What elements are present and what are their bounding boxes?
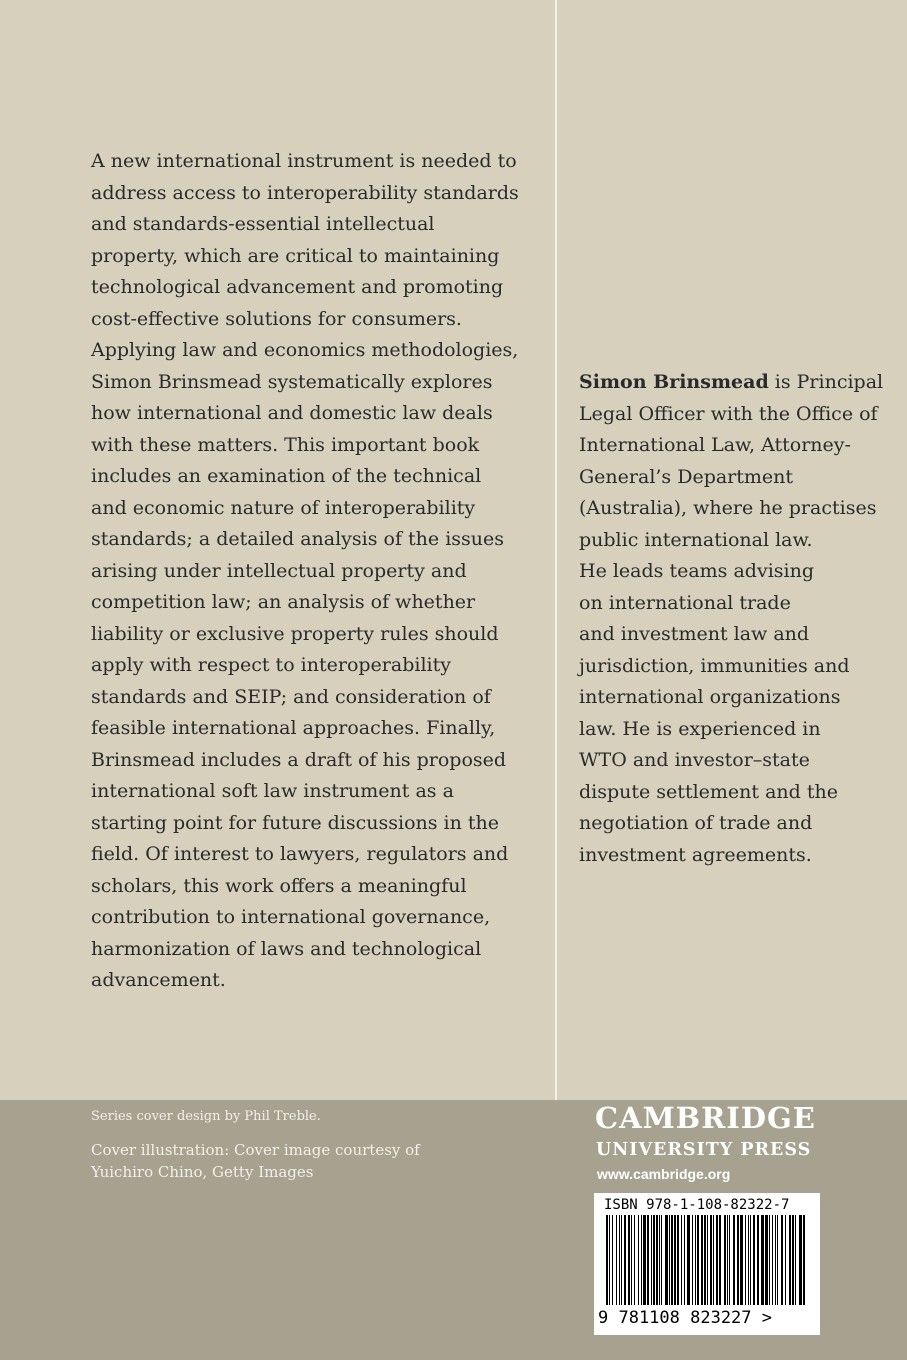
barcode-bar	[634, 1215, 635, 1305]
barcode-bar	[612, 1215, 613, 1305]
blurb-line: contribution to international governance,	[91, 906, 491, 928]
blurb-line: standards; a detailed analysis of the issues	[91, 528, 505, 550]
blurb-line: property, which are critical to maintaining	[91, 244, 500, 267]
barcode-bar	[624, 1215, 626, 1305]
barcode-bar	[619, 1215, 620, 1305]
barcode-digits: 9 781108 823227 >	[598, 1308, 772, 1328]
blurb-line: liability or exclusive property rules should	[91, 622, 499, 645]
barcode-bar	[777, 1215, 778, 1305]
blurb-line: and standards-essential intellectual	[91, 213, 435, 235]
barcode-bar	[631, 1215, 632, 1305]
barcode-bar	[750, 1215, 751, 1305]
bio-line: Legal Officer with the Office of	[579, 402, 878, 425]
blurb-line: includes an examination of the technical	[91, 465, 482, 487]
column-divider	[555, 0, 557, 1100]
blurb-line: standards and SEIP; and consideration of	[91, 685, 491, 708]
barcode-bar	[628, 1215, 630, 1305]
barcode-bar	[724, 1215, 726, 1305]
barcode-bar	[765, 1215, 768, 1305]
barcode-bar	[665, 1215, 668, 1305]
barcode-bar	[716, 1215, 718, 1305]
barcode-bar	[781, 1215, 783, 1305]
barcode-bar	[651, 1215, 652, 1305]
bio-first-line	[579, 367, 889, 399]
publisher-subname: UNIVERSITY PRESS	[596, 1140, 812, 1160]
bio-line: public international law.	[579, 528, 813, 551]
bio-line: law. He is experienced in	[579, 717, 821, 740]
barcode-bar	[775, 1215, 776, 1305]
blurb-line: how international and domestic law deals	[91, 402, 493, 424]
bio-line: International Law, Attorney-	[579, 434, 851, 456]
blurb-line: Applying law and economics methodologies,	[91, 339, 519, 361]
barcode-bar	[669, 1215, 670, 1305]
barcode-bar	[697, 1215, 699, 1305]
blurb-line: field. Of interest to lawyers, regulators and	[91, 843, 509, 865]
barcode-bar	[719, 1215, 721, 1305]
blurb-line: cost-effective solutions for consumers.	[91, 307, 462, 330]
barcode-bars-icon	[604, 1215, 810, 1305]
barcode-bar	[674, 1215, 676, 1305]
barcode-bar	[687, 1215, 690, 1305]
bio-first-line-rest: is Principal	[768, 371, 884, 393]
barcode-bar	[745, 1215, 746, 1305]
barcode-bar	[737, 1215, 739, 1305]
bio-line: (Australia), where he practises	[579, 497, 877, 519]
barcode-bar	[803, 1215, 805, 1305]
blurb-line: harmonization of laws and technological	[91, 937, 482, 960]
barcode-bar	[647, 1215, 649, 1305]
barcode-bar	[761, 1215, 764, 1305]
blurb-line: advancement.	[91, 969, 226, 991]
blurb-line: Brinsmead includes a draft of his proposed	[91, 748, 507, 771]
barcode-bar	[789, 1215, 791, 1305]
bio-line: He leads teams advising	[579, 560, 814, 582]
barcode-bar	[710, 1215, 712, 1305]
bio-line: investment agreements.	[579, 843, 812, 866]
blurb-line: arising under intellectual property and	[91, 559, 467, 582]
author-name: Simon Brinsmead	[579, 371, 769, 393]
blurb-line: apply with respect to interoperability	[91, 654, 451, 676]
barcode-bar	[656, 1215, 658, 1305]
barcode-bar	[695, 1215, 696, 1305]
barcode-bar	[727, 1215, 728, 1305]
bio-line: on international trade	[579, 591, 791, 614]
blurb-line: address access to interoperability standards	[91, 181, 519, 204]
bio-line: negotiation of trade and	[579, 812, 813, 834]
barcode-bar	[704, 1215, 706, 1305]
barcode-bar	[740, 1215, 743, 1305]
barcode-bar	[653, 1215, 655, 1305]
series-design-credit: Series cover design by Phil Treble.	[91, 1109, 321, 1124]
bio-line: General’s Department	[579, 465, 794, 488]
author-bio	[579, 367, 889, 871]
publisher-website: www.cambridge.org	[597, 1166, 731, 1182]
credit-line: Yuichiro Chino, Getty Images	[91, 1163, 314, 1181]
barcode-bar	[792, 1215, 794, 1305]
barcode-bar	[661, 1215, 662, 1305]
barcode-bar	[692, 1215, 693, 1305]
barcode-bar	[609, 1215, 610, 1305]
barcode-bar	[713, 1215, 714, 1305]
barcode-bar	[681, 1215, 682, 1305]
barcode-bar	[748, 1215, 749, 1305]
book-blurb	[91, 146, 531, 997]
barcode-bar	[671, 1215, 673, 1305]
isbn-barcode	[594, 1193, 820, 1335]
barcode-bar	[684, 1215, 685, 1305]
blurb-line: competition law; an analysis of whether	[91, 591, 476, 613]
barcode-bar	[606, 1215, 608, 1305]
barcode-bar	[795, 1215, 796, 1305]
barcode-bar	[638, 1215, 639, 1305]
blurb-line: international soft law instrument as a	[91, 780, 454, 802]
bio-line: international organizations	[579, 686, 841, 708]
credit-line: Cover illustration: Cover image courtesy of	[91, 1141, 420, 1159]
blurb-line: feasible international approaches. Finally,	[91, 717, 496, 739]
barcode-bar	[701, 1215, 703, 1305]
barcode-bar	[772, 1215, 773, 1305]
barcode-bar	[753, 1215, 755, 1305]
blurb-line: starting point for future discussions in the	[91, 811, 500, 834]
blurb-line: technological advancement and promoting	[91, 276, 504, 298]
barcode-bar	[641, 1215, 642, 1305]
cover-illustration-credit	[91, 1139, 420, 1183]
barcode-bar	[616, 1215, 617, 1305]
barcode-bar	[799, 1215, 802, 1305]
publisher-name: CAMBRIDGE	[595, 1101, 816, 1135]
blurb-line: A new international instrument is needed to	[91, 150, 517, 172]
bio-line: jurisdiction, immunities and	[579, 654, 850, 677]
bio-line: WTO and investor–state	[579, 749, 810, 771]
barcode-bar	[621, 1215, 622, 1305]
barcode-bar	[659, 1215, 660, 1305]
barcode-bar	[757, 1215, 759, 1305]
bio-line: and investment law and	[579, 623, 810, 645]
bio-line: dispute settlement and the	[579, 780, 838, 803]
blurb-line: and economic nature of interoperability	[91, 496, 476, 519]
blurb-line: Simon Brinsmead systematically explores	[91, 370, 493, 393]
barcode-bar	[643, 1215, 646, 1305]
barcode-bar	[785, 1215, 786, 1305]
barcode-bar	[677, 1215, 679, 1305]
isbn-label: ISBN 978-1-108-82322-7	[604, 1197, 790, 1213]
blurb-line: with these matters. This important book	[91, 433, 480, 456]
barcode-bar	[707, 1215, 708, 1305]
barcode-bar	[733, 1215, 735, 1305]
barcode-bar	[769, 1215, 770, 1305]
barcode-bar	[729, 1215, 730, 1305]
blurb-line: scholars, this work offers a meaningful	[91, 874, 467, 897]
